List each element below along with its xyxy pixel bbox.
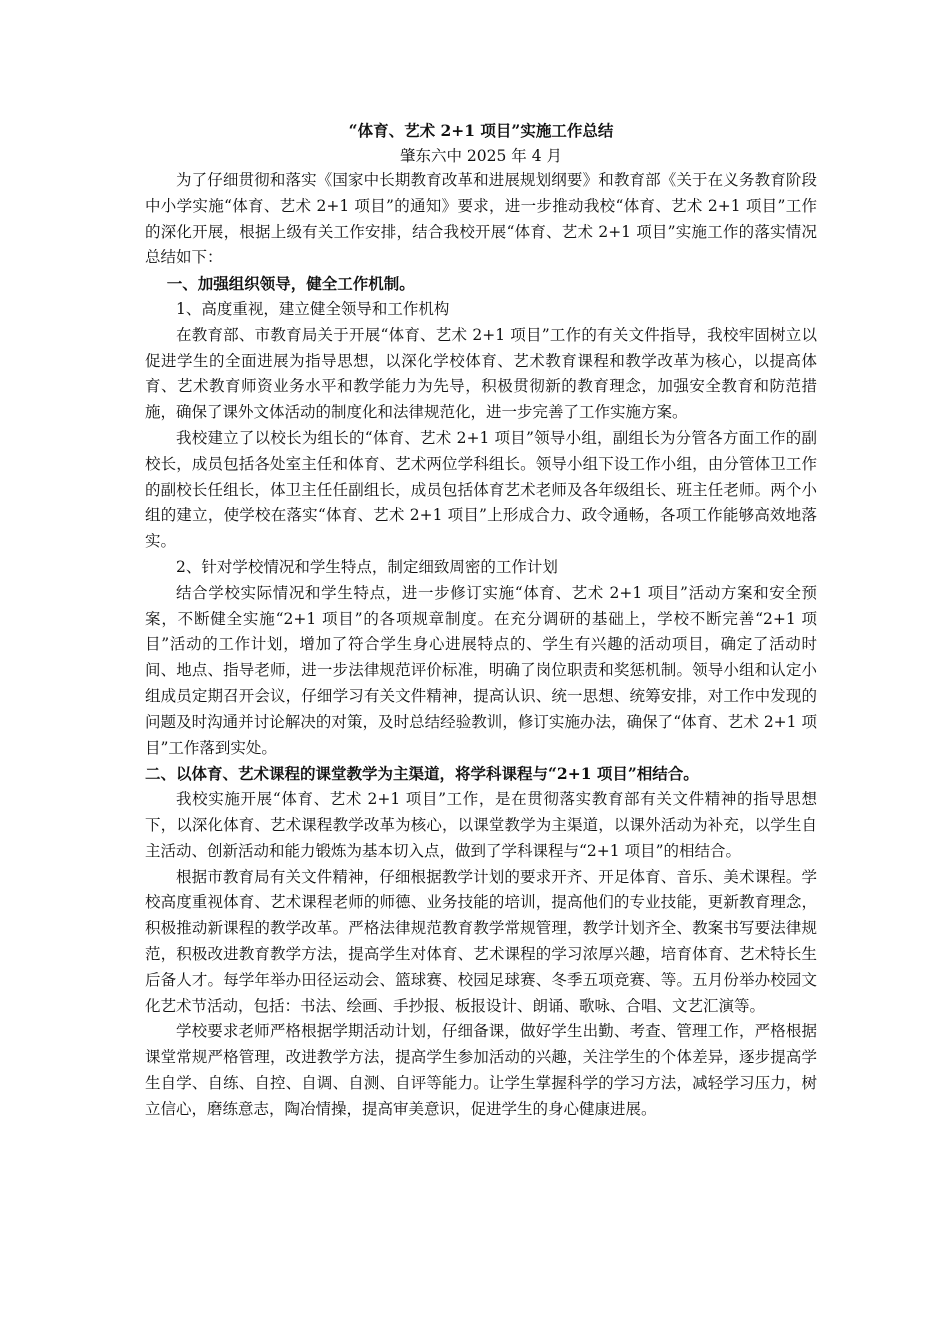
section1-paragraph-3: 结合学校实际情况和学生特点，进一步修订实施“体育、艺术 2+1 项目”活动方案和安全预案，不断健全实施“2+1 项目”的各项规章制度。在充分调研的基础上，学校不断完善“2+1 项目”活动的工作计划，增加了符合学生身心进展特点的、学生有兴趣的活动项目，确定了活动时间、地点、指导老师，进一步法律规范评价标准，明确了岗位职责和奖惩机制。领导小组和认定小组成员定期召开会议，仔细学习有关文件精神，提高认识、统一思想、统筹安排，对工作中发现的问题及时沟通并讨论解决的对策，及时总结经验教训，修订实施办法，确保了“体育、艺术 2+1 项目”工作落到实处。: [145, 583, 817, 757]
section2-paragraph-2: 根据市教育局有关文件精神，仔细根据教学计划的要求开齐、开足体育、音乐、美术课程。学校高度重视体育、艺术课程老师的师德、业务技能的培训，提高他们的专业技能，更新教育理念，积极推动新课程的教学改革。严格法律规范教育教学常规管理，教学计划齐全、教案书写要法律规范，积极改进教育教学方法，提高学生对体育、艺术课程的学习浓厚兴趣，培育体育、艺术特长生后备人才。每学年举办田径运动会、篮球赛、校园足球赛、冬季五项竞赛、等。五月份举办校园文化艺术节活动，包括：书法、绘画、手抄报、板报设计、朗诵、歌咏、合唱、文艺汇演等。: [145, 867, 817, 1015]
section-heading-1: 一、加强组织领导，健全工作机制。: [166, 274, 415, 294]
intro-paragraph: 为了仔细贯彻和落实《国家中长期教育改革和进展规划纲要》和教育部《关于在义务教育阶段中小学实施“体育、艺术 2+1 项目”的通知》要求，进一步推动我校“体育、艺术 2+1 项目”工作的深化开展，根据上级有关工作安排，结合我校开展“体育、艺术 2+1 项目”实施工作的落实情况总结如下：: [145, 171, 817, 267]
document-title: “体育、艺术 2+1 项目”实施工作总结: [348, 121, 614, 140]
section2-paragraph-1: 我校实施开展“体育、艺术 2+1 项目”工作，是在贯彻落实教育部有关文件精神的指导思想下，以深化体育、艺术课程教学改革为核心，以课堂教学为主渠道，以课外活动为补充，以学生自主活动、创新活动和能力锻炼为基本切入点，做到了学科课程与“2+1 项目”的相结合。: [145, 790, 817, 860]
section2-paragraph-3: 学校要求老师严格根据学期活动计划，仔细备课，做好学生出勤、考查、管理工作，严格根据课堂常规严格管理，改进教学方法，提高学生参加活动的兴趣，关注学生的个体差异，逐步提高学生自学、自练、自控、自调、自测、自评等能力。让学生掌握科学的学习方法，减轻学习压力，树立信心，磨练意志，陶冶情操，提高审美意识，促进学生的身心健康进展。: [145, 1022, 817, 1118]
subsection-heading-1-1: 1、高度重视，建立健全领导和工作机构: [176, 299, 450, 318]
section1-paragraph-1: 在教育部、市教育局关于开展“体育、艺术 2+1 项目”工作的有关文件指导，我校牢固树立以促进学生的全面进展为指导思想，以深化学校体育、艺术教育课程和教学改革为核心，以提高体育、艺术教育师资业务水平和教学能力为先导，积极贯彻新的教育理念，加强安全教育和防范措施，确保了课外文体活动的制度化和法律规范化，进一步完善了工作实施方案。: [145, 325, 817, 422]
subsection-heading-1-2: 2、针对学校情况和学生特点，制定细致周密的工作计划: [176, 557, 558, 576]
document-page: [145, 118, 817, 1122]
section-heading-2: 二、以体育、艺术课程的课堂教学为主渠道，将学科课程与“2+1 项目”相结合。: [145, 764, 699, 784]
document-subtitle: 肇东六中 2025 年 4 月: [399, 147, 563, 165]
section1-paragraph-2: 我校建立了以校长为组长的“体育、艺术 2+1 项目”领导小组，副组长为分管各方面工作的副校长，成员包括各处室主任和体育、艺术两位学科组长。领导小组下设工作小组，由分管体卫工作的副校长任组长，体卫主任任副组长，成员包括体育艺术老师及各年级组长、班主任老师。两个小组的建立，使学校在落实“体育、艺术 2+1 项目”上形成合力、政令通畅，各项工作能够高效地落实。: [145, 428, 817, 551]
